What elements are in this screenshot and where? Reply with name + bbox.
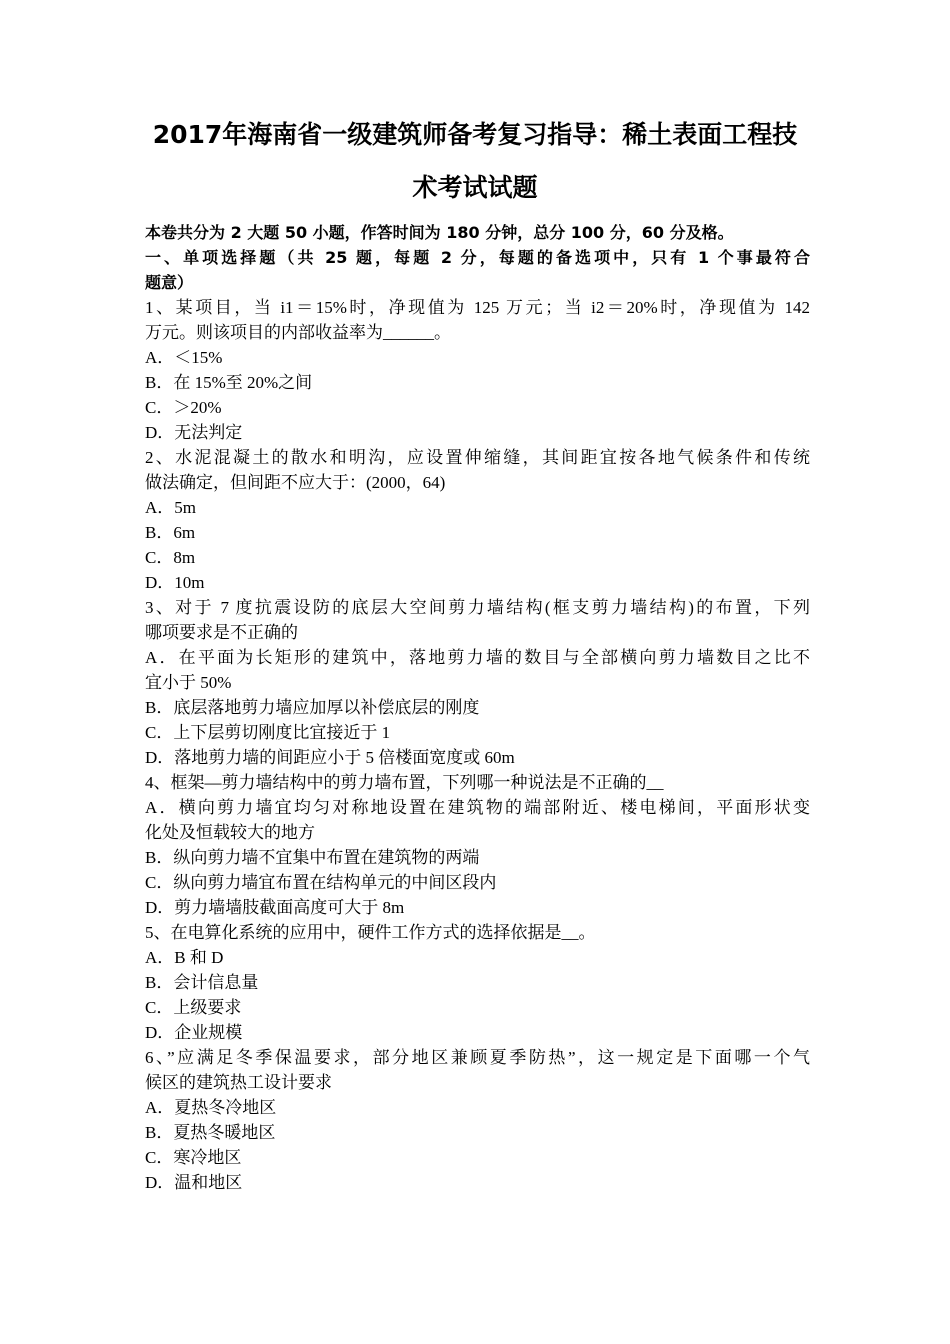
question-3-option-c: C．上下层剪切刚度比宜接近于 1 xyxy=(145,723,391,742)
question-6-stem: 6、”应满足冬季保温要求，部分地区兼顾夏季防热”，这一规定是下面哪一个气 xyxy=(145,1048,810,1067)
question-4-option-b: B．纵向剪力墙不宜集中布置在建筑物的两端 xyxy=(145,848,480,867)
question-3-stem: 3、对于 7 度抗震设防的底层大空间剪力墙结构(框支剪力墙结构)的布置，下列 xyxy=(145,598,810,617)
question-5-option-b: B．会计信息量 xyxy=(145,973,259,992)
question-5-stem: 5、在电算化系统的应用中，硬件工作方式的选择依据是__。 xyxy=(145,923,596,942)
question-2-option-d: D．10m xyxy=(145,573,205,592)
question-3-option-a: A．在平面为长矩形的建筑中，落地剪力墙的数目与全部横向剪力墙数目之比不 xyxy=(145,648,810,667)
question-2-stem: 2、水泥混凝土的散水和明沟，应设置伸缩缝，其间距宜按各地气候条件和传统 xyxy=(145,448,810,467)
section-heading: 一、单项选择题（共 25 题，每题 2 分，每题的备选项中，只有 1 个事最符合 xyxy=(145,248,810,267)
document-title-line-2: 术考试试题 xyxy=(412,173,538,202)
question-5-option-d: D．企业规模 xyxy=(145,1023,243,1042)
question-1-option-d: D．无法判定 xyxy=(145,423,243,442)
question-2-option-c: C．8m xyxy=(145,548,196,567)
question-4-stem: 4、框架—剪力墙结构中的剪力墙布置，下列哪一种说法是不正确的__ xyxy=(145,773,664,792)
question-6-option-d: D．温和地区 xyxy=(145,1173,243,1192)
question-6-option-a: A．夏热冬冷地区 xyxy=(145,1098,277,1117)
question-1-stem: 万元。则该项目的内部收益率为______。 xyxy=(145,323,451,342)
question-4-option-d: D．剪力墙墙肢截面高度可大于 8m xyxy=(145,898,405,917)
question-3-option-d: D．落地剪力墙的间距应小于 5 倍楼面宽度或 60m xyxy=(145,748,515,767)
question-3-option-b: B．底层落地剪力墙应加厚以补偿底层的刚度 xyxy=(145,698,480,717)
question-5-option-a: A．B 和 D xyxy=(145,948,224,967)
exam-intro: 本卷共分为 2 大题 50 小题，作答时间为 180 分钟，总分 100 分，60 分及格。 xyxy=(145,223,734,242)
question-5-option-c: C．上级要求 xyxy=(145,998,242,1017)
question-6-option-b: B．夏热冬暖地区 xyxy=(145,1123,276,1142)
question-6-option-c: C．寒冷地区 xyxy=(145,1148,242,1167)
question-4-option-a: A．横向剪力墙宜均匀对称地设置在建筑物的端部附近、楼电梯间，平面形状变 xyxy=(145,798,810,817)
question-4-option-a: 化处及恒载较大的地方 xyxy=(145,823,315,842)
question-2-stem: 做法确定，但间距不应大于：(2000，64) xyxy=(145,473,446,492)
question-1-option-a: A．＜15% xyxy=(145,348,223,367)
question-3-option-a: 宜小于 50% xyxy=(145,673,232,692)
question-1-option-b: B．在 15%至 20%之间 xyxy=(145,373,313,392)
section-heading-continued: 题意） xyxy=(145,273,194,292)
question-6-stem: 候区的建筑热工设计要求 xyxy=(145,1073,332,1092)
question-2-option-b: B．6m xyxy=(145,523,196,542)
question-2-option-a: A．5m xyxy=(145,498,196,517)
question-3-stem: 哪项要求是不正确的 xyxy=(145,623,298,642)
document-body xyxy=(145,220,810,1195)
question-1-stem: 1、某项目，当 i1＝15%时，净现值为 125 万元；当 i2＝20%时，净现值为 142 xyxy=(145,298,810,317)
document-title-line-1: 2017年海南省一级建筑师备考复习指导：稀土表面工程技 xyxy=(152,120,798,149)
question-4-option-c: C．纵向剪力墙宜布置在结构单元的中间区段内 xyxy=(145,873,497,892)
question-1-option-c: C．＞20% xyxy=(145,398,222,417)
